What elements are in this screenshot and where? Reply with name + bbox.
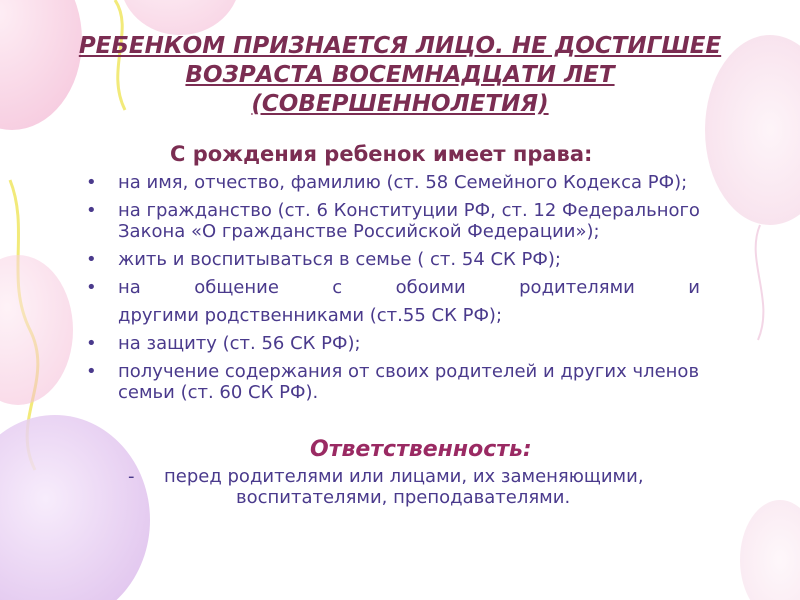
right-item-text: на общение с обоими родителями и <box>118 277 700 298</box>
list-item <box>84 361 700 403</box>
bullet-icon: • <box>86 172 97 193</box>
right-item-text: на защиту (ст. 56 СК РФ); <box>118 333 361 354</box>
bullet-icon: • <box>86 277 97 298</box>
balloon-violet-bottom-left <box>0 415 150 600</box>
bullet-icon: • <box>86 361 97 382</box>
rights-subheading: С рождения ребенок имеет права: <box>170 142 593 166</box>
slide-title: РЕБЕНКОМ ПРИЗНАЕТСЯ ЛИЦО. НЕ ДОСТИГШЕЕ ВОЗРАСТА ВОСЕМНАДЦАТИ ЛЕТ (СОВЕРШЕННОЛЕТИЯ) <box>78 33 722 117</box>
responsibility-heading: Ответственность: <box>310 437 532 462</box>
list-item <box>84 305 700 326</box>
right-item-text: получение содержания от своих родителей и других членов семьи (ст. 60 СК РФ). <box>118 361 700 403</box>
right-item-text: жить и воспитываться в семье ( ст. 54 СК РФ); <box>118 249 561 270</box>
bullet-icon: • <box>86 249 97 270</box>
right-item-text: на имя, отчество, фамилию (ст. 58 Семейного Кодекса РФ); <box>118 172 688 193</box>
right-item-text: на гражданство (ст. 6 Конституции РФ, ст. 12 Федерального Закона «О гражданстве Российской Федерации»); <box>118 200 700 242</box>
balloon-string-right <box>756 225 764 340</box>
rights-list <box>84 172 700 410</box>
responsibility-text-line1: перед родителями или лицами, их заменяющими, <box>164 466 644 487</box>
right-item-text: другими родственниками (ст.55 СК РФ); <box>118 305 503 326</box>
bullet-icon: • <box>86 200 97 221</box>
list-item <box>84 249 700 270</box>
balloon-pink-bottom-right <box>740 500 800 600</box>
list-item <box>84 277 700 298</box>
responsibility-text-line2: воспитателями, преподавателями. <box>236 487 571 508</box>
bullet-icon: • <box>86 333 97 354</box>
balloon-pink-left-mid <box>0 255 73 405</box>
dash-icon: - <box>128 466 135 487</box>
list-item <box>84 200 700 242</box>
list-item <box>84 172 700 193</box>
list-item <box>84 333 700 354</box>
balloon-pink-top <box>120 0 240 35</box>
